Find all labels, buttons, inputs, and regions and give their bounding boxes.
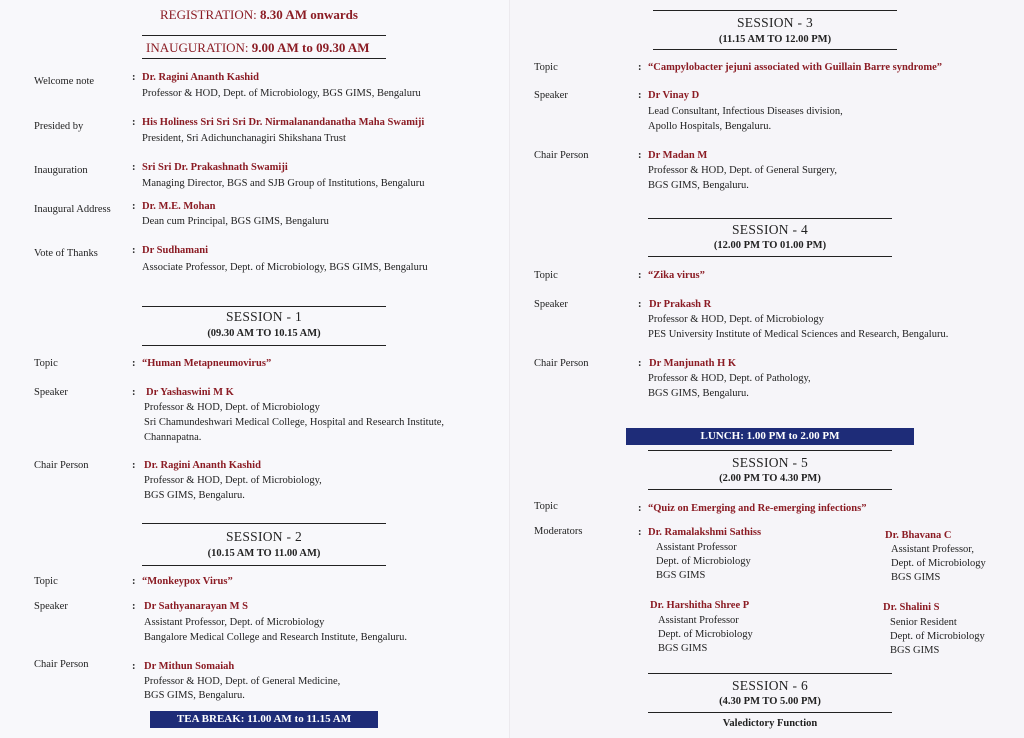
registration-time: 8.30 AM onwards [260,7,358,22]
moderator-detail: Senior Resident [890,617,957,628]
session-4-time: (12.00 PM TO 01.00 PM) [713,240,827,251]
session-2-time: (10.15 AM TO 11.00 AM) [207,548,321,559]
person-name: Dr Sudhamani [142,245,209,256]
moderator-detail: Assistant Professor, [891,544,974,555]
session-1-title: SESSION - 1 [225,309,303,324]
divider [648,712,892,713]
divider [142,306,386,307]
valedictory-function: Valedictory Function [722,718,818,729]
chair-name: Dr. Ragini Ananth Kashid [144,460,261,471]
speaker-detail: Professor & HOD, Dept. of Microbiology [144,402,320,413]
colon: : [132,162,136,173]
left-page [0,0,510,738]
moderator-name: Dr. Ramalakshmi Sathiss [648,527,762,538]
speaker-label: Speaker [34,601,68,612]
chair-detail: Professor & HOD, Dept. of General Medicine, [144,676,341,687]
speaker-detail: Assistant Professor, Dept. of Microbiology [144,617,325,628]
moderator-detail: Assistant Professor [658,615,739,626]
topic-label: Topic [534,501,558,512]
colon: : [132,201,136,212]
moderator-detail: Dept. of Microbiology [656,556,751,567]
topic-value: “Human Metapneumovirus” [142,358,272,369]
divider [648,450,892,451]
divider [142,345,386,346]
colon: : [638,299,642,310]
divider [648,489,892,490]
session-5-time: (2.00 PM TO 4.30 PM) [719,473,821,484]
colon: : [638,527,642,538]
session-3-title: SESSION - 3 [736,15,814,30]
divider [653,49,897,50]
colon: : [132,117,136,128]
person-name: Sri Sri Dr. Prakashnath Swamiji [142,162,288,173]
person-name: Dr. M.E. Mohan [142,201,216,212]
speaker-detail: PES University Institute of Medical Sciences and Research, Bengaluru. [648,329,949,340]
speaker-detail: Bangalore Medical College and Research Institute, Bengaluru. [144,632,407,643]
chair-name: Dr Mithun Somaiah [144,661,235,672]
moderators-label: Moderators [534,526,583,537]
colon: : [638,358,642,369]
moderator-detail: Dept. of Microbiology [891,558,986,569]
chair-detail: Professor & HOD, Dept. of Pathology, [648,373,811,384]
row-label: Presided by [34,121,84,132]
person-name: Dr. Ragini Ananth Kashid [142,72,259,83]
chair-detail: BGS GIMS, Bengaluru. [144,490,245,501]
divider [648,256,892,257]
colon: : [132,661,136,672]
colon: : [132,72,136,83]
row-label: Vote of Thanks [34,248,98,259]
right-page [510,0,1024,738]
colon: : [132,601,136,612]
speaker-name: Dr Vinay D [648,90,700,101]
row-label: Welcome note [34,76,95,87]
person-detail: Associate Professor, Dept. of Microbiology, BGS GIMS, Bengaluru [142,262,428,273]
chair-detail: Professor & HOD, Dept. of Microbiology, [144,475,322,486]
session-6-time: (4.30 PM TO 5.00 PM) [719,696,821,707]
topic-label: Topic [34,358,58,369]
divider [648,218,892,219]
chair-name: Dr Manjunath H K [649,358,737,369]
person-detail: President, Sri Adichunchanagiri Shikshana Trust [142,133,346,144]
colon: : [638,90,642,101]
speaker-detail: Apollo Hospitals, Bengaluru. [648,121,772,132]
divider [142,35,386,36]
moderator-detail: Dept. of Microbiology [658,629,753,640]
inauguration-label: INAUGURATION: [146,40,249,55]
person-detail: Professor & HOD, Dept. of Microbiology, BGS GIMS, Bengaluru [142,88,421,99]
tea-break-banner: TEA BREAK: 11.00 AM to 11.15 AM [150,711,378,728]
topic-value: “Campylobacter jejuni associated with Guillain Barre syndrome” [648,62,942,73]
lunch-banner: LUNCH: 1.00 PM to 2.00 PM [626,428,914,445]
moderator-detail: Assistant Professor [656,542,737,553]
topic-value: “Monkeypox Virus” [142,576,233,587]
session-1-time: (09.30 AM TO 10.15 AM) [207,328,321,339]
moderator-detail: Dept. of Microbiology [890,631,985,642]
moderator-name: Dr. Harshitha Shree P [650,600,750,611]
person-name: His Holiness Sri Sri Sri Dr. Nirmalanandanatha Maha Swamiji [142,117,425,128]
registration-label: REGISTRATION: [160,7,257,22]
chair-name: Dr Madan M [648,150,708,161]
divider [142,523,386,524]
session-6-title: SESSION - 6 [731,678,809,693]
chair-detail: BGS GIMS, Bengaluru. [648,388,749,399]
moderator-detail: BGS GIMS [656,570,706,581]
topic-label: Topic [34,576,58,587]
divider [653,10,897,11]
chair-label: Chair Person [534,150,589,161]
colon: : [132,387,136,398]
speaker-name: Dr Prakash R [649,299,712,310]
chair-detail: BGS GIMS, Bengaluru. [144,690,245,701]
chair-detail: Professor & HOD, Dept. of General Surgery, [648,165,837,176]
colon: : [638,62,642,73]
inauguration-line [146,40,370,56]
speaker-detail: Channapatna. [144,432,202,443]
moderator-detail: BGS GIMS [891,572,941,583]
moderator-name: Dr. Bhavana C [885,530,952,541]
moderator-detail: BGS GIMS [890,645,940,656]
speaker-label: Speaker [34,387,68,398]
speaker-name: Dr Yashaswini M K [146,387,234,398]
colon: : [132,460,136,471]
topic-label: Topic [534,62,558,73]
colon: : [132,576,136,587]
person-detail: Dean cum Principal, BGS GIMS, Bengaluru [142,216,329,227]
divider [142,58,386,59]
colon: : [638,150,642,161]
session-2-title: SESSION - 2 [225,529,303,544]
chair-label: Chair Person [34,659,89,670]
row-label: Inaugural Address [34,204,111,215]
speaker-label: Speaker [534,90,568,101]
speaker-name: Dr Sathyanarayan M S [144,601,248,612]
speaker-detail: Professor & HOD, Dept. of Microbiology [648,314,824,325]
divider [648,673,892,674]
topic-value: “Quiz on Emerging and Re-emerging infections” [648,503,867,514]
topic-value: “Zika virus” [648,270,705,281]
colon: : [638,270,642,281]
session-4-title: SESSION - 4 [731,222,809,237]
person-detail: Managing Director, BGS and SJB Group of Institutions, Bengaluru [142,178,425,189]
chair-label: Chair Person [534,358,589,369]
row-label: Inauguration [34,165,88,176]
chair-detail: BGS GIMS, Bengaluru. [648,180,749,191]
inauguration-time: 9.00 AM to 09.30 AM [251,40,370,55]
colon: : [132,245,136,256]
moderator-name: Dr. Shalini S [883,602,940,613]
registration-line [160,7,358,23]
colon: : [132,358,136,369]
colon: : [638,503,642,514]
moderator-detail: BGS GIMS [658,643,708,654]
speaker-detail: Lead Consultant, Infectious Diseases division, [648,106,843,117]
session-5-title: SESSION - 5 [731,455,809,470]
speaker-detail: Sri Chamundeshwari Medical College, Hospital and Research Institute, [144,417,445,428]
speaker-label: Speaker [534,299,568,310]
divider [142,565,386,566]
session-3-time: (11.15 AM TO 12.00 PM) [718,34,832,45]
topic-label: Topic [534,270,558,281]
chair-label: Chair Person [34,460,89,471]
